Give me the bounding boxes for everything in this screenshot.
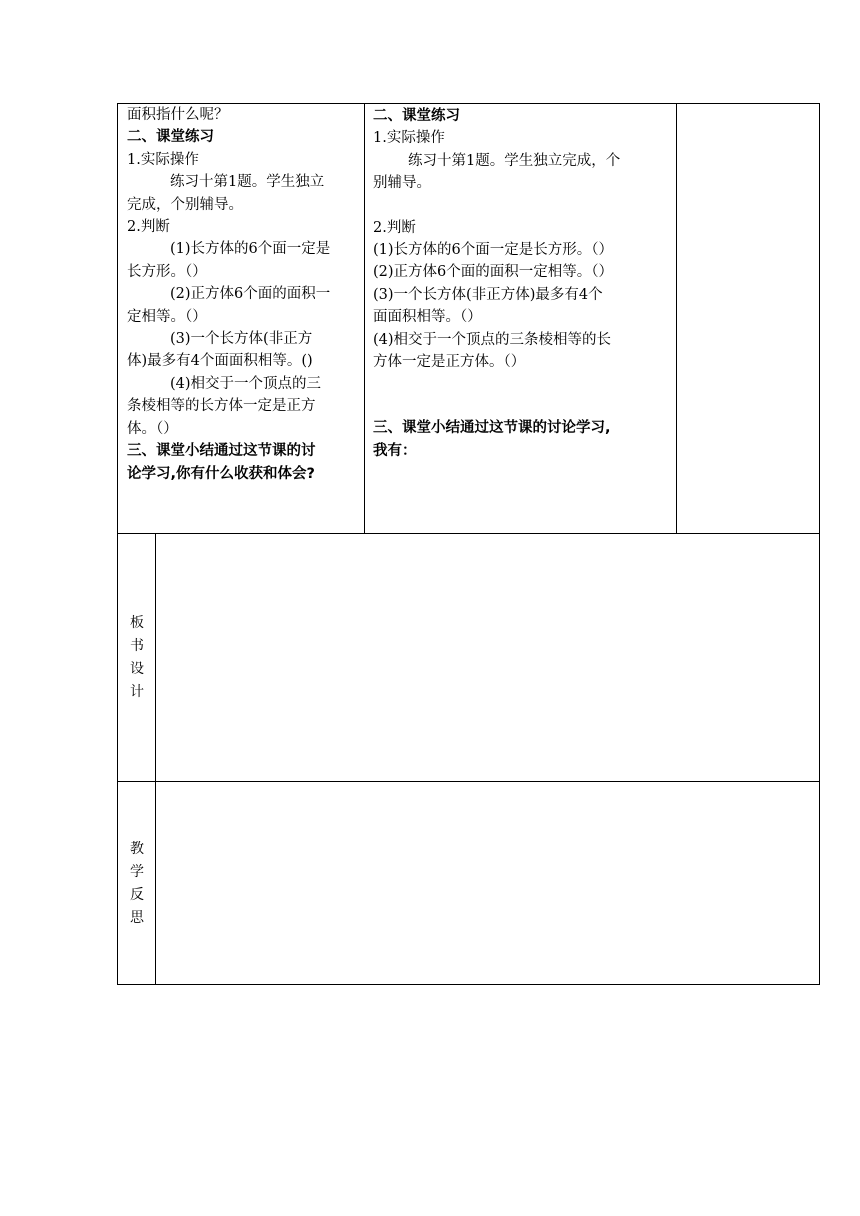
- text-line: (3)一个长方体(非正方: [170, 331, 313, 348]
- text-line: (2)正方体6个面的面积一: [170, 286, 331, 303]
- board-design-area: [156, 534, 819, 781]
- section-heading: 二、课堂练习: [127, 129, 214, 146]
- text-line: 2.判断: [373, 219, 416, 236]
- text-line: 定相等。（）: [127, 308, 207, 325]
- text-line: 体。（）: [127, 420, 178, 437]
- text-line: (4)相交于一个顶点的三条棱相等的长: [373, 331, 612, 348]
- text-line: 练习十第1题。学生独立完成，个: [408, 152, 621, 169]
- teaching-process-cell: [127, 104, 363, 485]
- label-char: 书: [130, 638, 144, 654]
- text-line: 面积指什么呢？: [127, 107, 229, 123]
- text-line: 1.实际操作: [127, 151, 199, 168]
- text-line: 练习十第1题。学生独立: [170, 174, 325, 191]
- label-char: 教: [130, 841, 144, 857]
- section-heading: 三、课堂小结通过这节课的讨论学习,: [373, 420, 611, 437]
- text-line: 2.判断: [127, 219, 170, 236]
- text-line: (1)长方体的6个面一定是长方形。（）: [373, 242, 614, 259]
- text-line: 别辅导。: [373, 175, 431, 192]
- text-line: 条棱相等的长方体一定是正方: [127, 398, 316, 415]
- text-line: (2)正方体6个面的面积一定相等。（）: [373, 264, 614, 281]
- text-line: 长方形。（）: [127, 263, 207, 280]
- divider: [364, 104, 365, 533]
- text-line: 完成，个别辅导。: [127, 196, 243, 213]
- text-line: 面面积相等。（）: [373, 309, 482, 326]
- label-char: 学: [130, 864, 144, 880]
- section-heading: 三、课堂小结通过这节课的讨: [127, 443, 316, 460]
- label-char: 板: [130, 615, 144, 631]
- board-design-label: [118, 612, 156, 704]
- notes-cell: [677, 104, 819, 533]
- text-line: (1)长方体的6个面一定是: [170, 241, 331, 258]
- label-char: 反: [130, 887, 144, 903]
- student-activity-cell: [373, 105, 673, 462]
- text-line: (3)一个长方体(非正方体)最多有4个: [373, 286, 603, 303]
- teaching-reflection-label: [118, 838, 156, 930]
- section-heading: 我有：: [373, 442, 417, 459]
- lesson-table: [117, 103, 820, 985]
- teaching-reflection-area: [156, 782, 819, 984]
- text-line: 1.实际操作: [373, 130, 445, 147]
- label-char: 计: [130, 684, 144, 700]
- text-line: (4)相交于一个顶点的三: [170, 375, 322, 392]
- label-char: 思: [130, 910, 144, 926]
- label-char: 设: [130, 661, 144, 677]
- section-heading: 论学习,你有什么收获和体会?: [127, 465, 315, 482]
- text-line: 体)最多有4个面面积相等。(): [127, 353, 313, 370]
- text-line: 方体一定是正方体。（）: [373, 354, 526, 371]
- section-heading: 二、课堂练习: [373, 108, 460, 124]
